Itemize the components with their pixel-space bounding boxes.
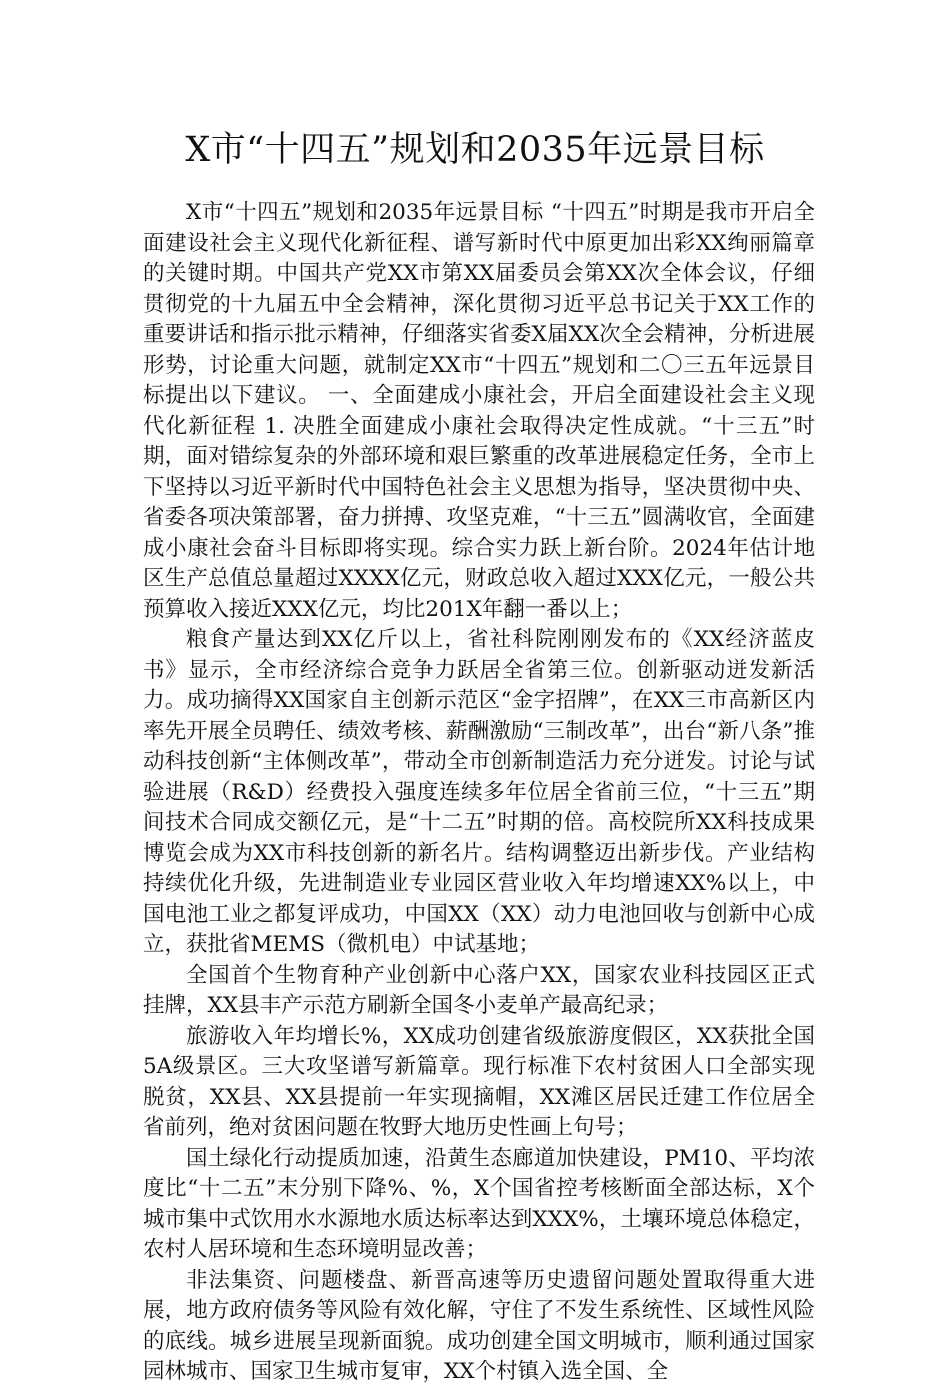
paragraph-4: 旅游收入年均增长%，XX成功创建省级旅游度假区，XX获批全国5A级景区。三大攻坚谱写新篇章。现行标准下农村贫困人口全部实现脱贫，XX县、XX县提前一年实现摘帽，XX滩区居民迁建工作位居全省前列，绝对贫困问题在牧野大地历史性画上句号； — [143, 1023, 815, 1140]
paragraph-2: 粮食产量达到XX亿斤以上，省社科院刚刚发布的《XX经济蓝皮书》显示，全市经济综合竞争力跃居全省第三位。创新驱动迸发新活力。成功摘得XX国家自主创新示范区“金字招牌”，在XX三市高新区内率先开展全员聘任、绩效考核、薪酬激励“三制改革”，出台“新八条”推动科技创新“主体侧改革”，带动全市创新制造活力充分迸发。讨论与试验进展（R&D）经费投入强度连续多年位居全省前三位，“十三五”期间技术合同成交额亿元，是“十二五”时期的倍。高校院所XX科技成果博览会成为XX市科技创新的新名片。结构调整迈出新步伐。产业结构持续优化升级，先进制造业专业园区营业收入年均增速XX%以上，中国电池工业之都复评成功，中国XX（XX）动力电池回收与创新中心成立，获批省MEMS（微机电）中试基地； — [143, 627, 815, 957]
paragraph-6: 非法集资、问题楼盘、新晋高速等历史遗留问题处置取得重大进展，地方政府债务等风险有效化解，守住了不发生系统性、区域性风险的底线。城乡进展呈现新面貌。成功创建全国文明城市，顺利通过国家园林城市、国家卫生城市复审，XX个村镇入选全国、全 — [143, 1267, 815, 1384]
paragraph-1: X市“十四五”规划和2035年远景目标 “十四五”时期是我市开启全面建设社会主义现代化新征程、谱写新时代中原更加出彩XX绚丽篇章的关键时期。中国共产党XX市第XX届委员会第XX次全体会议，仔细贯彻党的十九届五中全会精神，深化贯彻习近平总书记关于XX工作的重要讲话和指示批示精神，仔细落实省委X届XX次全会精神，分析进展形势，讨论重大问题，就制定XX市“十四五”规划和二〇三五年远景目标提出以下建议。 一、全面建成小康社会，开启全面建设社会主义现代化新征程 1. 决胜全面建成小康社会取得决定性成就。“十三五”时期，面对错综复杂的外部环境和艰巨繁重的改革进展稳定任务，全市上下坚持以习近平新时代中国特色社会主义思想为指导，坚决贯彻中央、省委各项决策部署，奋力拼搏、攻坚克难，“十三五”圆满收官，全面建成小康社会奋斗目标即将实现。综合实力跃上新台阶。2024年估计地区生产总值总量超过XXXX亿元，财政总收入超过XXX亿元，一般公共预算收入接近XXX亿元，均比201X年翻一番以上； — [143, 200, 815, 622]
document-title: X市“十四五”规划和2035年远景目标 — [185, 130, 765, 170]
paragraph-3: 全国首个生物育种产业创新中心落户XX，国家农业科技园区正式挂牌，XX县丰产示范方刷新全国冬小麦单产最高纪录； — [143, 962, 815, 1018]
paragraph-5: 国土绿化行动提质加速，沿黄生态廊道加快建设，PM10、平均浓度比“十二五”末分别下降%、%，X个国省控考核断面全部达标，X个城市集中式饮用水水源地水质达标率达到XXX%，土壤环境总体稳定，农村人居环境和生态环境明显改善； — [143, 1145, 815, 1262]
document-body — [143, 198, 815, 1388]
